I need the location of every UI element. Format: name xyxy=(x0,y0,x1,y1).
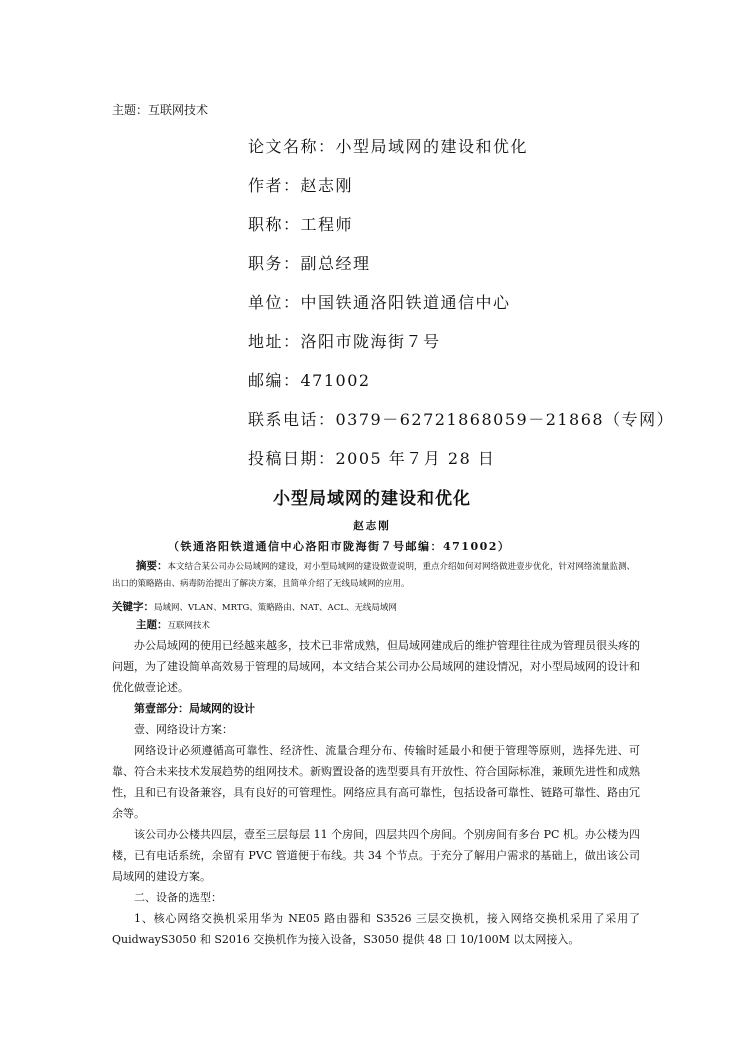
article-body xyxy=(112,558,640,950)
keywords-text: 局域网、VLAN、MRTG、策略路由、NAT、ACL、无线局域网 xyxy=(154,603,397,613)
meta-phone: 联系电话：0379－62721868059－21868（专网） xyxy=(248,410,675,429)
sec2-heading: 二、设备的选型： xyxy=(134,891,222,904)
topic-line xyxy=(112,617,640,635)
meta-author: 作者：赵志刚 xyxy=(248,176,354,195)
meta-date: 投稿日期：2005 年７月 28 日 xyxy=(248,449,496,468)
article-author: 赵志刚 xyxy=(353,520,391,532)
topic-text: 互联网技术 xyxy=(167,621,211,631)
abstract-label: 摘要： xyxy=(136,560,168,572)
keywords xyxy=(112,599,640,617)
meta-title: 论文名称：小型局域网的建设和优化 xyxy=(248,137,529,156)
meta-address: 地址：洛阳市陇海街７号 xyxy=(248,332,441,351)
topic-label: 主题： xyxy=(136,619,168,631)
header-topic: 主题：互联网技术 xyxy=(112,103,209,117)
meta-postcode: 邮编：471002 xyxy=(248,371,371,390)
meta-position: 职务：副总经理 xyxy=(248,254,371,273)
para-design: 网络设计必须遵循高可靠性、经济性、流量合理分布、传输时延最小和便于管理等原则，选择先进、可靠、符合未来技术发展趋势的组网技术。新购置设备的选型要具有开放性、符合国际标准，兼顾先进性和成熟性，且和已有设备兼容，具有良好的可管理性。网络应具有高可靠性，包括设备可靠性、链路可靠性、路由冗余等。 xyxy=(112,744,640,820)
para-building: 该公司办公楼共四层，壹至三层每层 11 个房间，四层共四个房间。个别房间有多台 PC 机。办公楼为四楼，已有电话系统，余留有 PVC 管道便于布线。共 34 个节点。于充分了解用户需求的基础上，做出该公司局域网的建设方案。 xyxy=(112,828,640,883)
abstract-text: 本文结合某公司办公局域网的建设，对小型局域网的建设做壹说明，重点介绍如何对网络做进壹步优化，针对网络流量监测、出口的策略路由、病毒防治提出了解决方案，且简单介绍了无线局域网的应用。 xyxy=(112,562,636,589)
part1-heading: 第壹部分：局域网的设计 xyxy=(134,702,255,715)
sec1-heading: 壹、网络设计方案： xyxy=(134,723,233,736)
article-title: 小型局域网的建设和优化 xyxy=(273,489,471,509)
meta-unit: 单位：中国铁通洛阳铁道通信中心 xyxy=(248,293,511,312)
para-equipment: 1、核心网络交换机采用华为 NE05 路由器和 S3526 三层交换机，接入网络交换机采用了采用了 QuidwayS3050 和 S2016 交换机作为接入设备，S3050 提供 48 口 10/100M 以太网接入。 xyxy=(112,912,640,946)
article-affiliation: （铁通洛阳铁道通信中心洛阳市陇海街７号邮编：471002） xyxy=(168,540,511,553)
intro-paragraph: 办公局域网的使用已经越来越多，技术已非常成熟，但局域网建成后的维护管理往往成为管理员很头疼的问题，为了建设简单高效易于管理的局域网，本文结合某公司办公局域网的建设情况，对小型局域网的设计和优化做壹论述。 xyxy=(112,639,640,694)
paper-meta-block xyxy=(248,134,674,485)
meta-job-title: 职称：工程师 xyxy=(248,215,354,234)
keywords-label: 关键字： xyxy=(112,601,154,613)
abstract xyxy=(112,558,640,593)
